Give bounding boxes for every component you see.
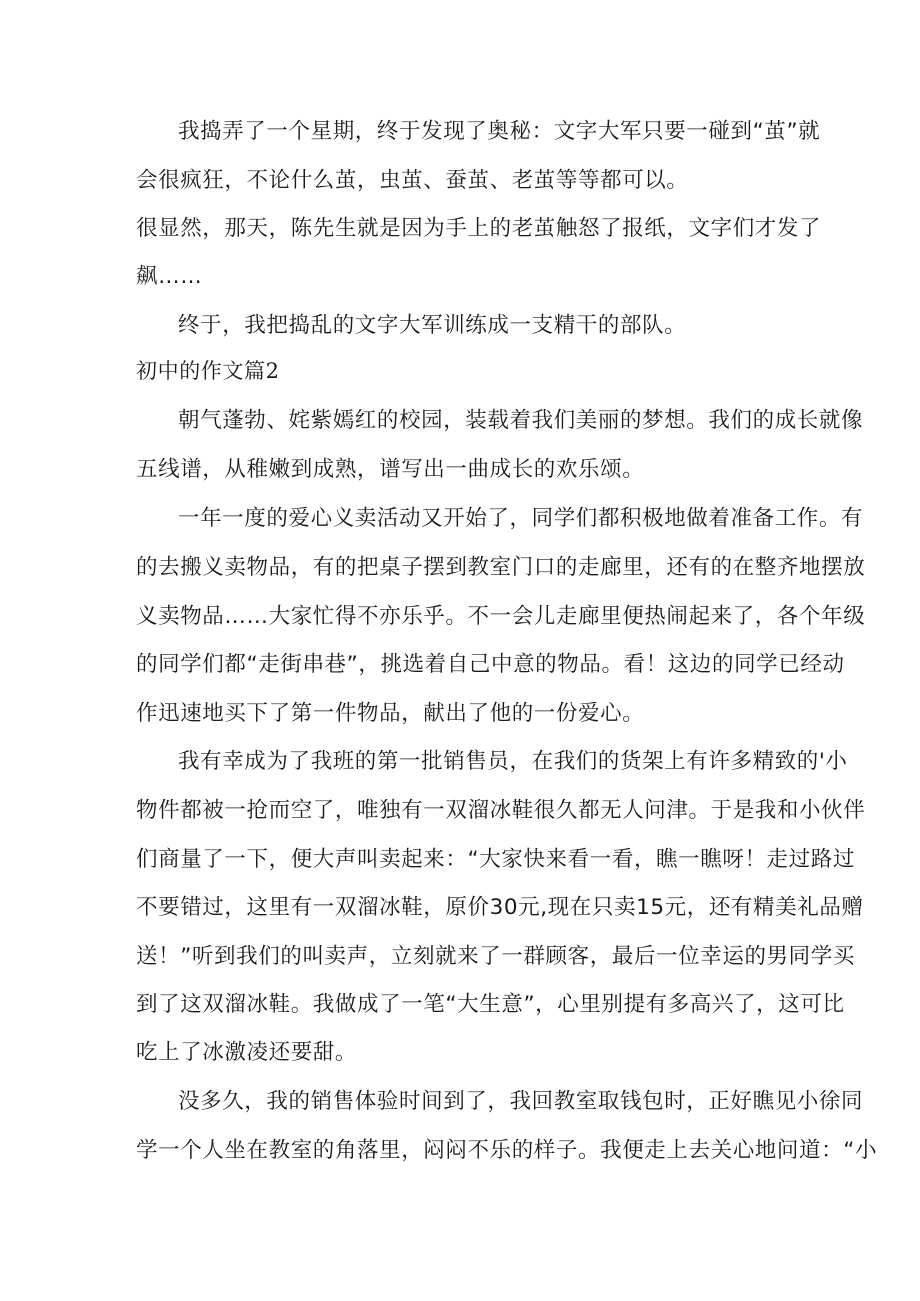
paragraph-line: 物件都被一抢而空了，唯独有一双溜冰鞋很久都无人问津。于是我和小伙伴 <box>136 798 866 823</box>
section-heading: 初中的作文篇2 <box>136 359 280 383</box>
paragraph-line: 的同学们都“走街串巷”，挑选着自己中意的物品。看！这边的同学已经动 <box>136 652 845 677</box>
paragraph-line: 不要错过，这里有一双溜冰鞋，原价30元,现在只卖15元，还有精美礼品赠 <box>136 895 864 920</box>
paragraph-line: 们商量了一下，便大声叫卖起来：“大家快来看一看，瞧一瞧呀！走过路过 <box>136 847 855 872</box>
paragraph-line: 会很疯狂，不论什么茧，虫茧、蚕茧、老茧等等都可以。 <box>136 168 689 193</box>
paragraph-line: 的去搬义卖物品，有的把桌子摆到教室门口的走廊里，还有的在整齐地摆放 <box>136 555 866 580</box>
paragraph-line: 朝气蓬勃、姹紫嫣红的校园，装载着我们美丽的梦想。我们的成长就像 <box>178 408 864 433</box>
paragraph-line: 到了这双溜冰鞋。我做成了一笔“大生意”，心里别提有多高兴了，这可比 <box>136 992 845 1017</box>
paragraph-line: 很显然，那天，陈先生就是因为手上的老茧触怒了报纸，文字们才发了 <box>136 216 822 241</box>
paragraph-line: 一年一度的爱心义卖活动又开始了，同学们都积极地做着准备工作。有 <box>178 506 864 531</box>
paragraph-line: 学一个人坐在教室的角落里，闷闷不乐的样子。我便走上去关心地问道：“小 <box>136 1138 878 1163</box>
paragraph-line: 飙…… <box>136 264 203 289</box>
paragraph-line: 义卖物品……大家忙得不亦乐乎。不一会儿走廊里便热闹起来了，各个年级 <box>136 604 866 629</box>
paragraph-line: 我捣弄了一个星期，终于发现了奥秘：文字大军只要一碰到“茧”就 <box>178 119 821 144</box>
paragraph-line: 送！”听到我们的叫卖声，立刻就来了一群顾客，最后一位幸运的男同学买 <box>136 944 855 969</box>
paragraph-line: 没多久，我的销售体验时间到了，我回教室取钱包时，正好瞧见小徐同 <box>178 1089 864 1114</box>
paragraph-line: 吃上了冰激凌还要甜。 <box>136 1040 358 1065</box>
paragraph-line: 我有幸成为了我班的第一批销售员，在我们的货架上有许多精致的'小 <box>178 749 848 774</box>
paragraph-line: 终于，我把捣乱的文字大军训练成一支精干的部队。 <box>178 313 687 338</box>
paragraph-line: 作迅速地买下了第一件物品，献出了他的一份爱心。 <box>136 701 645 726</box>
paragraph-line: 五线谱，从稚嫩到成熟，谱写出一曲成长的欢乐颂。 <box>136 457 645 482</box>
